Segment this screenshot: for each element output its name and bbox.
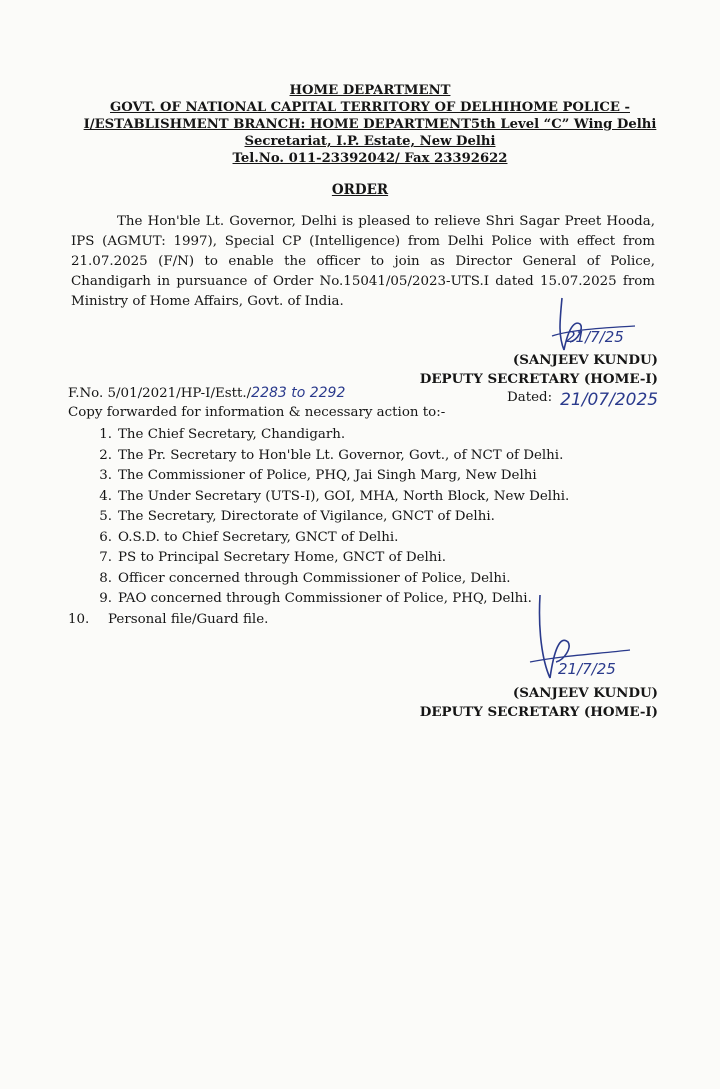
list-item: 4. The Under Secretary (UTS-I), GOI, MHA, North Block, New Delhi. [99, 488, 570, 504]
dated-label: Dated: [507, 390, 553, 405]
signatory-designation: DEPUTY SECRETARY (HOME-I) [419, 371, 658, 387]
file-number-range: 2283 to 2292 [251, 385, 346, 401]
order-title: ORDER [331, 182, 389, 198]
dated-value: 21/07/2025 [560, 390, 659, 410]
copy-recipient-list [68, 425, 569, 630]
header-branch: I/ESTABLISHMENT BRANCH: HOME DEPARTMENT5th Level “C” Wing Delhi [83, 117, 657, 132]
signature-block-2 [420, 684, 658, 722]
list-item: 2. The Pr. Secretary to Hon'ble Lt. Governor, Govt., of NCT of Delhi. [99, 447, 564, 463]
header-telephone: Tel.No. 011-23392042/ Fax 23392622 [232, 151, 508, 166]
list-item: 7. PS to Principal Secretary Home, GNCT of Delhi. [99, 550, 446, 565]
header-govt: GOVT. OF NATIONAL CAPITAL TERRITORY OF DELHIHOME POLICE - [110, 100, 630, 115]
file-number-text: F.No. 5/01/2021/HP-I/Estt./ [68, 386, 252, 401]
signature-1 [540, 290, 660, 360]
order-body: The Hon'ble Lt. Governor, Delhi is pleased to relieve Shri Sagar Preet Hooda, IPS (AGMUT: 1997), Special CP (Intelligence) from Delhi Police with effect from 21.07.2025 (F/N) to enable the officer to join as Director General of Police, Chandigarh in pursuance of Order No.15041/05/2023-UTS.I dated 15.07.2025 from Ministry of Home Affairs, Govt. of India. [71, 214, 655, 309]
copy-forwarded-intro: Copy forwarded for information & necessary action to:- [68, 405, 446, 420]
letterhead [60, 82, 680, 167]
dated [507, 386, 659, 410]
signature-block-1 [420, 351, 658, 389]
list-item: 10. Personal file/Guard file. [68, 611, 269, 627]
signatory-designation: DEPUTY SECRETARY (HOME-I) [419, 704, 658, 720]
list-item: 9. PAO concerned through Commissioner of Police, PHQ, Delhi. [99, 591, 532, 606]
list-item: 3. The Commissioner of Police, PHQ, Jai Singh Marg, New Delhi [99, 468, 537, 483]
signatory-name: (SANJEEV KUNDU) [512, 352, 658, 368]
list-item: 8. Officer concerned through Commissioner of Police, Delhi. [99, 570, 511, 586]
signature-2-date: 21/7/25 [558, 660, 616, 678]
header-address: Secretariat, I.P. Estate, New Delhi [244, 134, 496, 149]
signature-1-date: 21/7/25 [566, 328, 624, 346]
signatory-name: (SANJEEV KUNDU) [512, 685, 658, 701]
header-department: HOME DEPARTMENT [289, 83, 451, 98]
list-item: 1. The Chief Secretary, Chandigarh. [99, 427, 346, 442]
file-number [68, 385, 345, 401]
list-item: 6. O.S.D. to Chief Secretary, GNCT of Delhi. [99, 529, 399, 545]
list-item: 5. The Secretary, Directorate of Vigilance, GNCT of Delhi. [99, 509, 495, 524]
